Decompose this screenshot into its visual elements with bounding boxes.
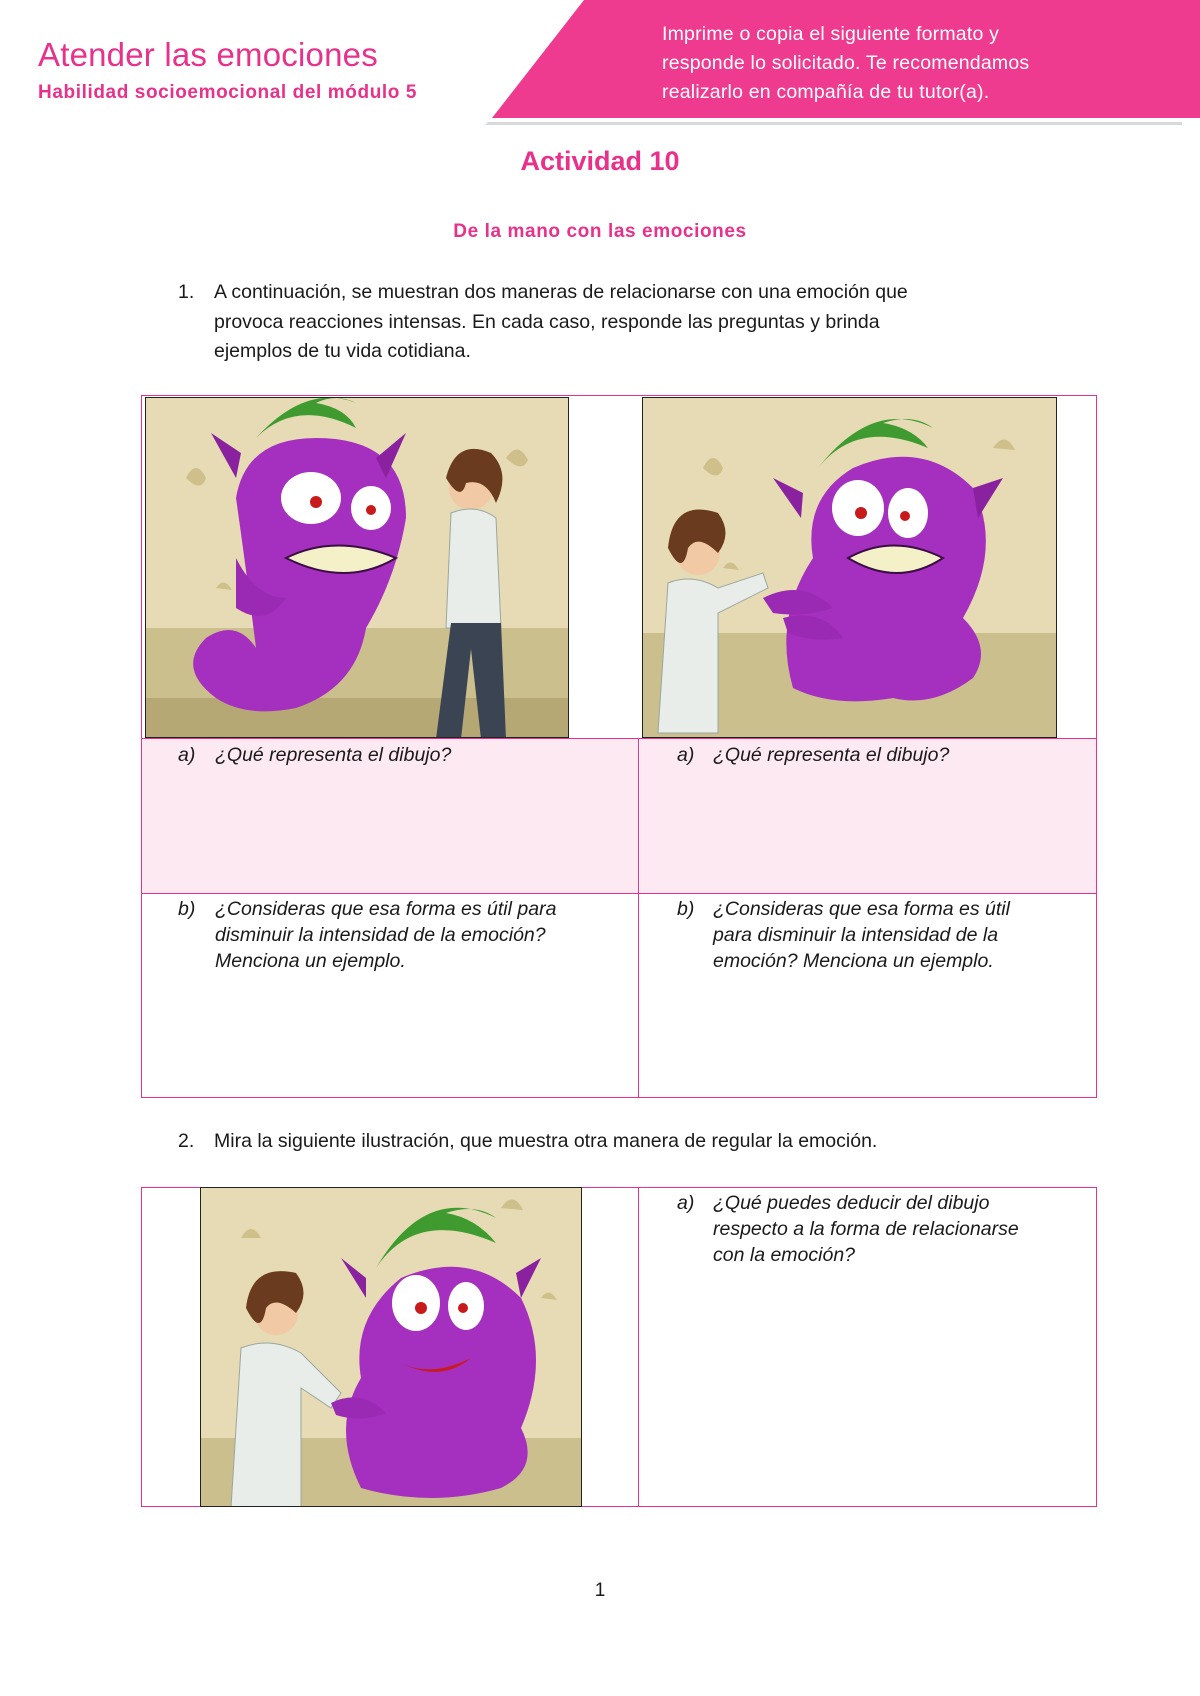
table-divider (638, 1187, 639, 1507)
left-question-a-label: a) (178, 744, 196, 766)
illustration-emotion-embraced (200, 1187, 582, 1507)
banner-line: realizarlo en compañía de tu tutor(a). (662, 81, 990, 103)
right-question-a-text: ¿Qué representa el dibujo? (713, 744, 950, 766)
banner-line: responde lo solicitado. Te recomendamos (662, 52, 1030, 74)
document-subtitle: Habilidad socioemocional del módulo 5 (38, 82, 418, 103)
right-question-b-line: para disminuir la intensidad de la (713, 924, 999, 946)
table-divider (141, 738, 1097, 739)
banner-line: Imprime o copia el siguiente formato y (662, 23, 1000, 45)
right-question-b-text (713, 896, 1093, 974)
left-question-b-line: Menciona un ejemplo. (215, 950, 406, 972)
question-1-number: 1. (178, 281, 195, 303)
monster-woman-illustration-2 (643, 398, 1057, 738)
right-question-b-line: emoción? Menciona un ejemplo. (713, 950, 994, 972)
illustration-emotion-rejected (642, 397, 1057, 738)
right-question-b-label: b) (677, 898, 695, 920)
page-number: 1 (594, 1580, 606, 1601)
question-2-a-text (713, 1190, 1093, 1268)
question-1-text (214, 278, 1034, 367)
question-2-number: 2. (178, 1130, 195, 1152)
illustration-emotion-overwhelms (145, 397, 569, 738)
table-divider (638, 738, 639, 1098)
right-question-a-label: a) (677, 744, 695, 766)
left-question-b-text (215, 896, 625, 974)
question-1-line: A continuación, se muestran dos maneras de relacionarse con una emoción que (214, 281, 908, 303)
activity-subtitle: De la mano con las emociones (453, 221, 747, 242)
monster-woman-illustration-1 (146, 398, 569, 738)
activity-title: Actividad 10 (520, 146, 680, 176)
table-divider (141, 893, 1097, 894)
left-question-b-line: ¿Consideras que esa forma es útil para (215, 898, 557, 920)
right-question-b-line: ¿Consideras que esa forma es útil (713, 898, 1010, 920)
question-2-a-line: ¿Qué puedes deducir del dibujo (713, 1192, 990, 1214)
monster-woman-illustration-3 (201, 1188, 582, 1507)
question-2-text: Mira la siguiente ilustración, que muestra otra manera de regular la emoción. (214, 1130, 878, 1152)
left-question-b-line: disminuir la intensidad de la emoción? (215, 924, 546, 946)
question-2-a-line: con la emoción? (713, 1244, 856, 1266)
question-1-line: ejemplos de tu vida cotidiana. (214, 340, 471, 362)
banner-instructions (662, 20, 1102, 107)
question-2-a-line: respecto a la forma de relacionarse (713, 1218, 1019, 1240)
question-2-a-label: a) (677, 1192, 695, 1214)
question-1-line: provoca reacciones intensas. En cada caso, responde las preguntas y brinda (214, 310, 880, 333)
document-title: Atender las emociones (38, 36, 378, 73)
left-question-a-text: ¿Qué representa el dibujo? (215, 744, 452, 766)
left-question-b-label: b) (178, 898, 196, 920)
